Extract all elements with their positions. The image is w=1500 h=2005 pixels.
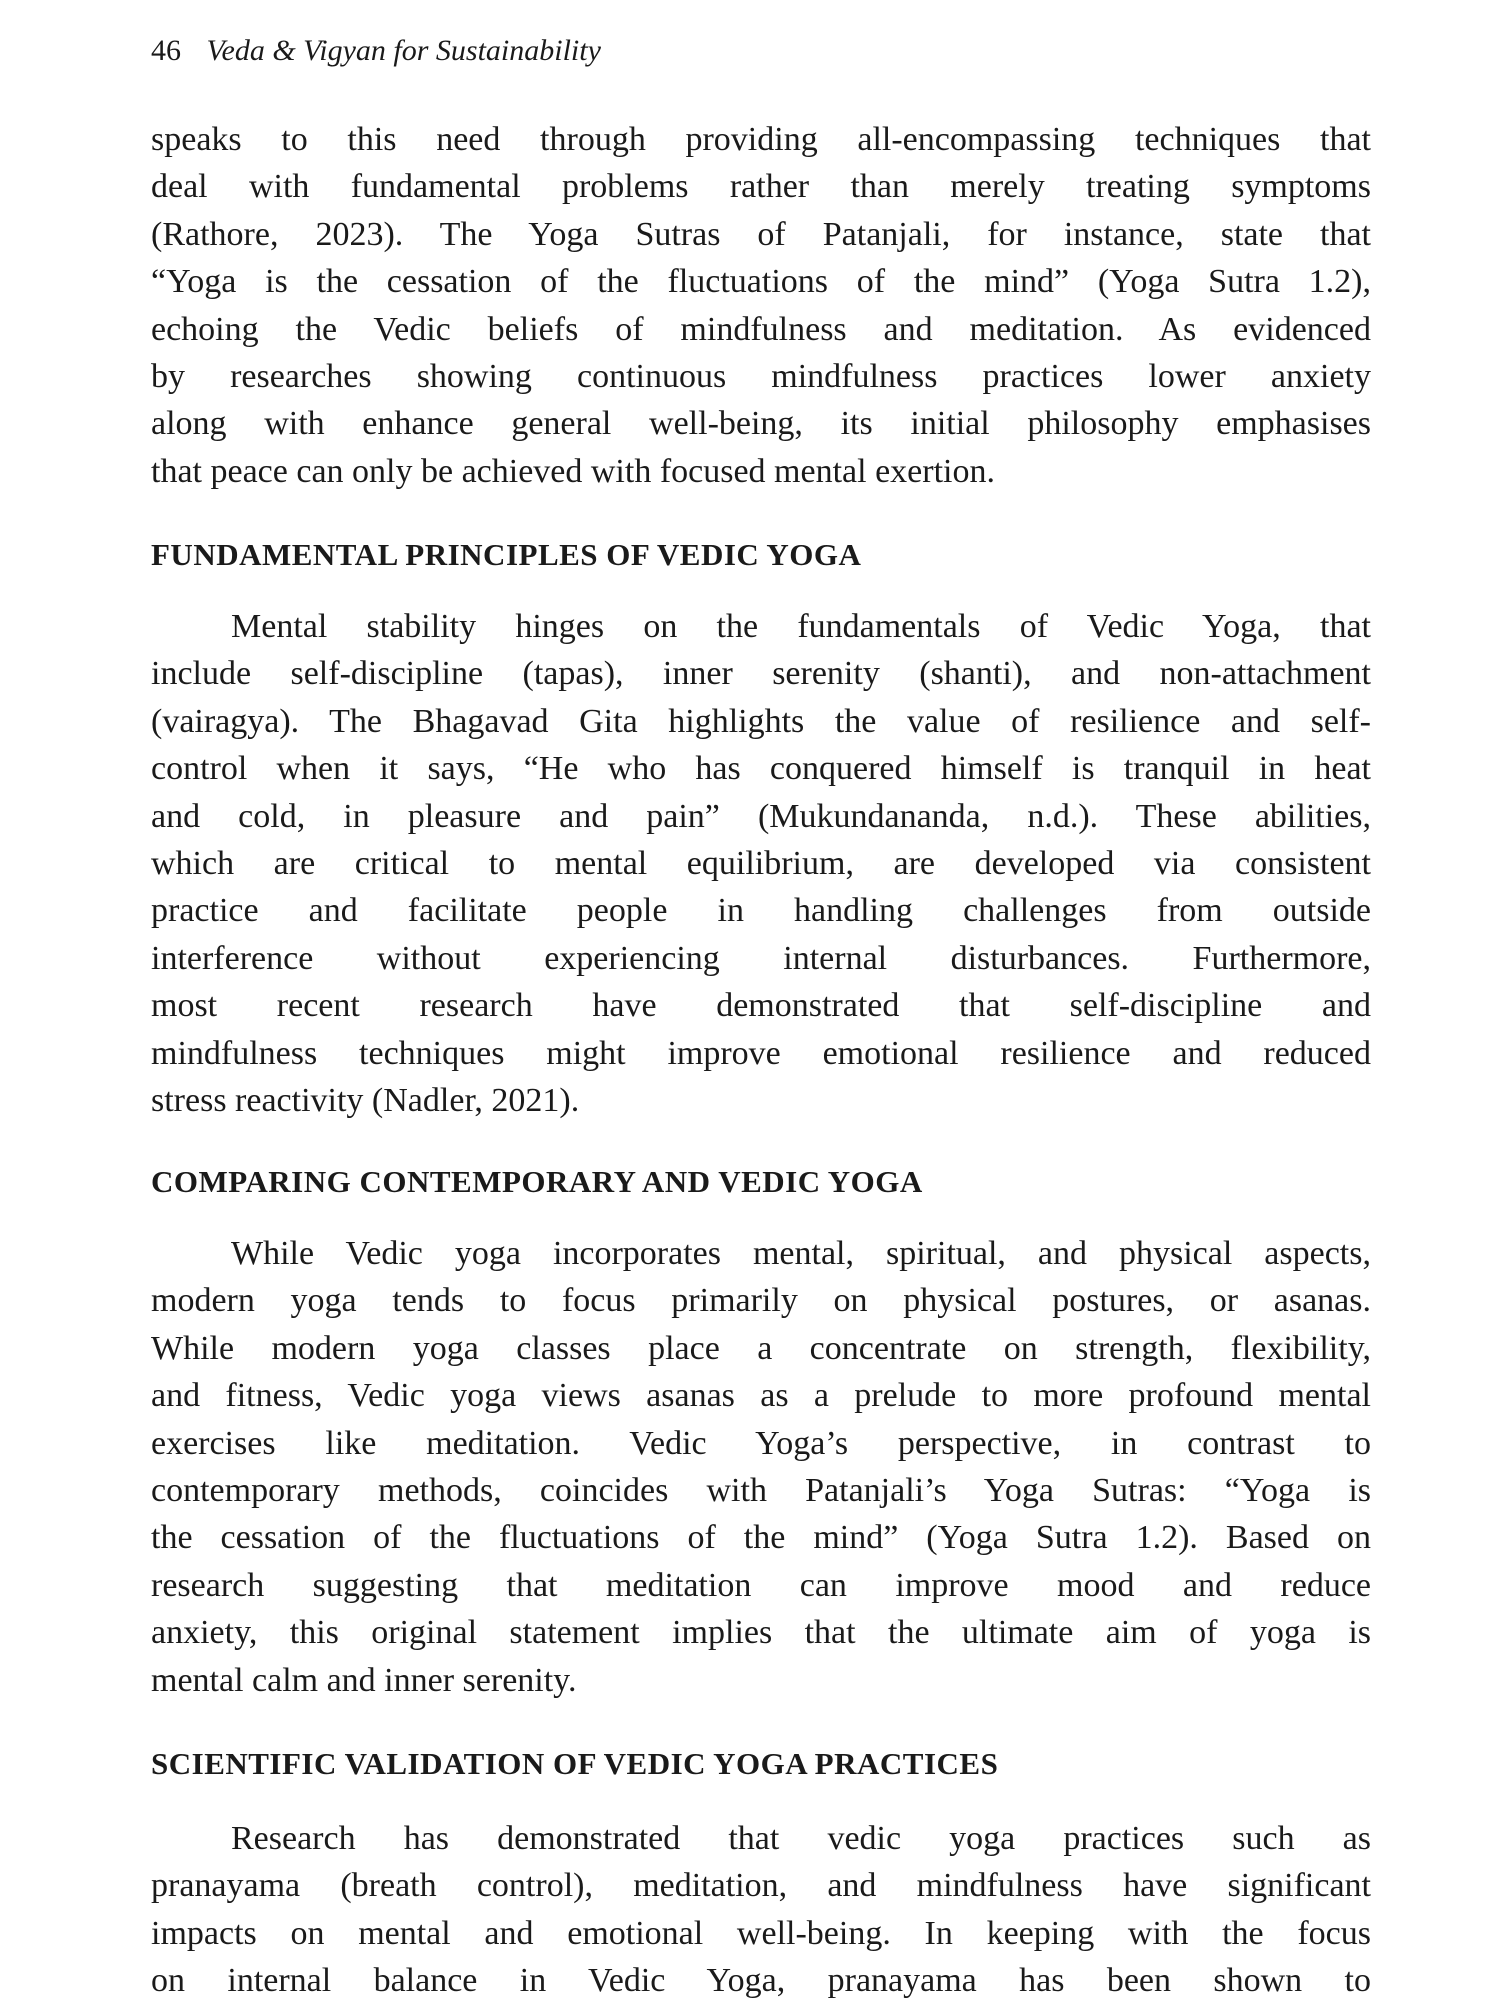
text-line: research suggesting that meditation can improve mood and reduce — [151, 1566, 1371, 1604]
text-line: control when it says, “He who has conquered himself is tranquil in heat — [151, 750, 1371, 788]
paragraph-comparing — [151, 1230, 1371, 1704]
section-heading-scientific-validation: SCIENTIFIC VALIDATION OF VEDIC YOGA PRACTICES — [151, 1746, 999, 1781]
text-line: (Rathore, 2023). The Yoga Sutras of Patanjali, for instance, state that — [151, 215, 1371, 253]
text-line: impacts on mental and emotional well-being. In keeping with the focus — [151, 1914, 1371, 1952]
text-line: Research has demonstrated that vedic yoga practices such as — [231, 1820, 1371, 1857]
text-line: modern yoga tends to focus primarily on physical postures, or asanas. — [151, 1282, 1371, 1320]
text-line: the cessation of the fluctuations of the mind” (Yoga Sutra 1.2). Based on — [151, 1519, 1371, 1557]
text-line: practice and facilitate people in handling challenges from outside — [151, 892, 1371, 930]
paragraph-intro — [151, 116, 1371, 495]
text-line: (vairagya). The Bhagavad Gita highlights the value of resilience and self- — [151, 702, 1371, 740]
paragraph-fundamental-principles — [151, 603, 1371, 1124]
text-line: which are critical to mental equilibrium, are developed via consistent — [151, 844, 1371, 882]
text-line: and fitness, Vedic yoga views asanas as a prelude to more profound mental — [151, 1377, 1371, 1415]
text-line: “Yoga is the cessation of the fluctuations of the mind” (Yoga Sutra 1.2), — [151, 263, 1371, 301]
text-line: by researches showing continuous mindfulness practices lower anxiety — [151, 357, 1371, 395]
text-line: stress reactivity (Nadler, 2021). — [151, 1081, 580, 1119]
text-line: exercises like meditation. Vedic Yoga’s perspective, in contrast to — [151, 1424, 1371, 1462]
text-line: pranayama (breath control), meditation, and mindfulness have significant — [151, 1867, 1371, 1905]
text-line: and cold, in pleasure and pain” (Mukundananda, n.d.). These abilities, — [151, 797, 1371, 835]
page-number: 46 — [151, 34, 181, 67]
text-line: include self-discipline (tapas), inner serenity (shanti), and non-attachment — [151, 655, 1371, 693]
section-heading-fundamental-principles: FUNDAMENTAL PRINCIPLES OF VEDIC YOGA — [151, 537, 862, 572]
text-line: contemporary methods, coincides with Patanjali’s Yoga Sutras: “Yoga is — [151, 1471, 1371, 1509]
book-title: Veda & Vigyan for Sustainability — [206, 34, 601, 67]
running-header — [151, 34, 601, 68]
text-line: speaks to this need through providing all-encompassing techniques that — [151, 121, 1371, 158]
text-line: interference without experiencing internal disturbances. Furthermore, — [151, 939, 1371, 977]
text-line: that peace can only be achieved with focused mental exertion. — [151, 452, 995, 490]
text-line: anxiety, this original statement implies that the ultimate aim of yoga is — [151, 1614, 1371, 1652]
text-line: While Vedic yoga incorporates mental, spiritual, and physical aspects, — [231, 1235, 1371, 1272]
text-line: deal with fundamental problems rather than merely treating symptoms — [151, 168, 1371, 206]
text-line: on internal balance in Vedic Yoga, pranayama has been shown to — [151, 1962, 1371, 2000]
paragraph-scientific-validation — [151, 1815, 1371, 2005]
text-line: mental calm and inner serenity. — [151, 1661, 577, 1699]
text-line: echoing the Vedic beliefs of mindfulness and meditation. As evidenced — [151, 310, 1371, 348]
text-line: Mental stability hinges on the fundamentals of Vedic Yoga, that — [231, 608, 1371, 645]
text-line: most recent research have demonstrated that self-discipline and — [151, 987, 1371, 1025]
text-line: While modern yoga classes place a concentrate on strength, flexibility, — [151, 1329, 1371, 1367]
section-heading-comparing: COMPARING CONTEMPORARY AND VEDIC YOGA — [151, 1164, 923, 1199]
text-line: mindfulness techniques might improve emotional resilience and reduced — [151, 1034, 1371, 1072]
text-line: along with enhance general well-being, its initial philosophy emphasises — [151, 405, 1371, 443]
